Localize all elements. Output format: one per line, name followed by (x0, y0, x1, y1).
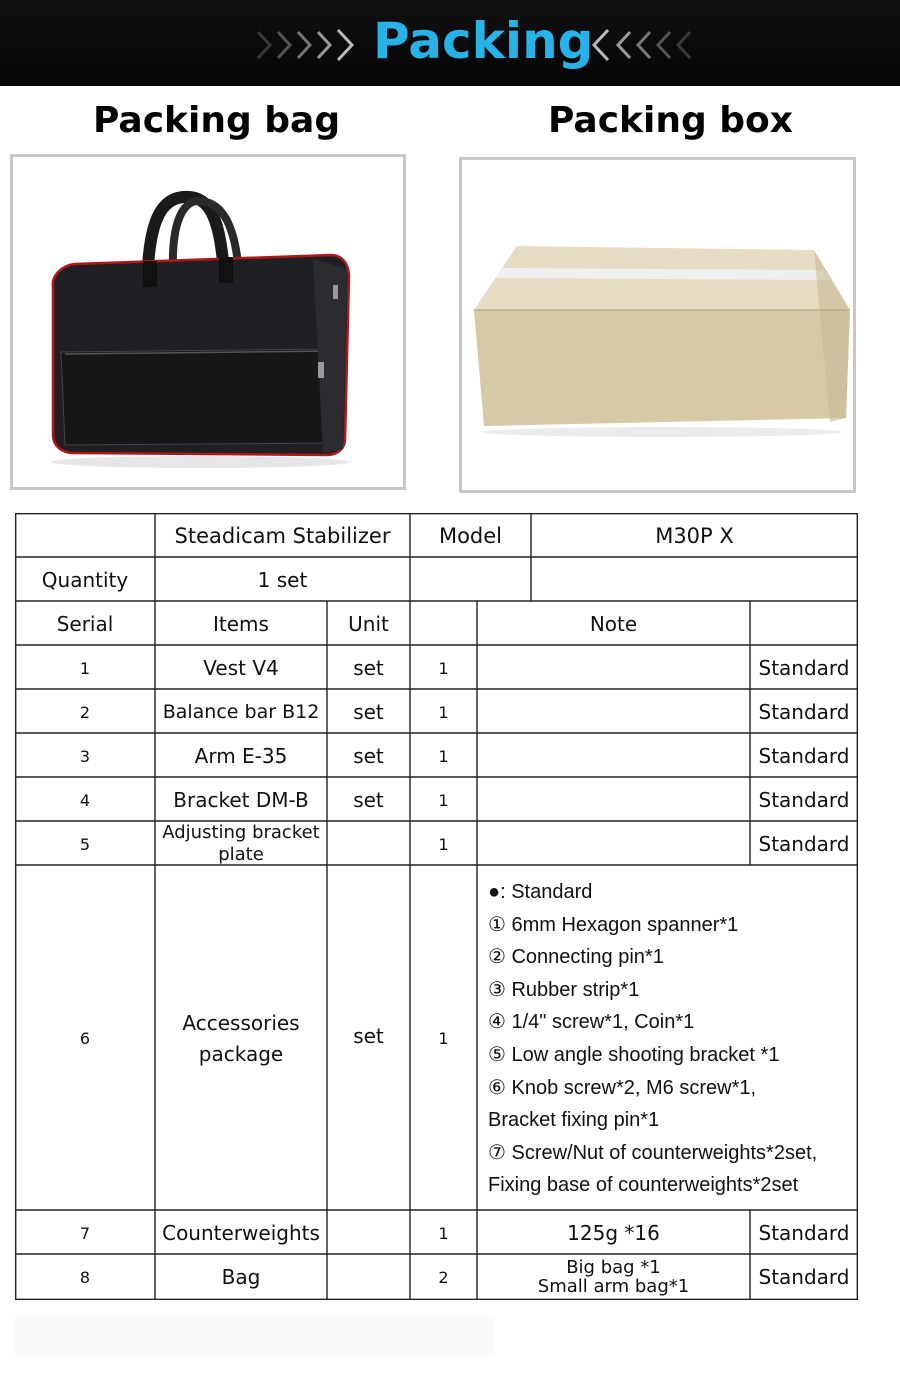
right-chevrons-icon (250, 22, 360, 68)
quantity-label: Quantity (41, 568, 129, 592)
row-note: 125g *16 (567, 1221, 660, 1245)
model-value: M30P X (655, 524, 734, 548)
row-status: Standard (758, 1221, 850, 1245)
row-item: Counterweights (162, 1221, 320, 1245)
accessory-note: ② Connecting pin*1 (488, 946, 664, 969)
row-serial: 4 (79, 790, 91, 810)
accessories-notes-list (488, 876, 858, 1202)
column-header-serial: Serial (56, 612, 114, 636)
row-qty: 1 (438, 746, 449, 766)
packing-bag-photo (10, 154, 406, 490)
row-qty: 1 (438, 834, 449, 854)
row-unit: set (353, 744, 384, 768)
row-serial: 8 (79, 1267, 91, 1287)
row-serial: 7 (79, 1223, 91, 1243)
accessory-note: Bracket fixing pin*1 (488, 1109, 660, 1132)
row-qty: 1 (438, 1223, 449, 1243)
footer-blank-strip (15, 1316, 495, 1356)
quantity-value: 1 set (257, 568, 308, 592)
column-header-items: Items (213, 612, 269, 636)
row-item: Bag (221, 1265, 261, 1289)
row-serial: 5 (79, 834, 91, 854)
packing-bag-label: Packing bag (93, 100, 341, 141)
packing-box-photo (459, 157, 856, 493)
row-serial: 3 (79, 746, 91, 766)
row-qty: 2 (438, 1267, 449, 1287)
packing-banner (0, 0, 900, 86)
cardboard-box-icon (462, 160, 853, 490)
banner-title: Packing (373, 12, 594, 70)
accessory-note: ⑤ Low angle shooting bracket *1 (488, 1043, 780, 1066)
product-name: Steadicam Stabilizer (174, 524, 391, 548)
row-serial: 6 (79, 1029, 91, 1048)
row-status: Standard (758, 656, 850, 680)
row-status: Standard (758, 788, 850, 812)
column-header-note: Note (589, 612, 638, 636)
row-unit: set (353, 656, 384, 680)
packing-box-label: Packing box (548, 100, 793, 141)
accessory-note: ④ 1/4" screw*1, Coin*1 (488, 1011, 695, 1034)
row-item: Balance bar B12 (162, 701, 320, 723)
accessory-note: ⑦ Screw/Nut of counterweights*2set, (488, 1141, 818, 1164)
row-status: Standard (758, 744, 850, 768)
accessory-note: ⑥ Knob screw*2, M6 screw*1, (488, 1076, 757, 1099)
row-note: Big bag *1 Small arm bag*1 (537, 1257, 690, 1297)
row-qty: 1 (438, 1029, 449, 1048)
accessory-note: Fixing base of counterweights*2set (488, 1174, 799, 1197)
row-status: Standard (758, 700, 850, 724)
row-item: Bracket DM-B (173, 788, 309, 812)
row-serial: 1 (79, 658, 91, 678)
row-item: Vest V4 (203, 656, 279, 680)
row-unit: set (353, 700, 384, 724)
row-qty: 1 (438, 702, 449, 722)
row-item: Adjusting bracket plate (162, 822, 320, 865)
accessory-note: ③ Rubber strip*1 (488, 978, 640, 1001)
row-status: Standard (758, 1265, 850, 1289)
row-item: Accessories package (182, 1010, 300, 1066)
row-unit: set (353, 1024, 384, 1048)
row-qty: 1 (438, 790, 449, 810)
left-chevrons-icon (586, 22, 706, 68)
model-label: Model (438, 524, 503, 548)
row-qty: 1 (438, 658, 449, 678)
row-status: Standard (758, 832, 850, 856)
black-travel-bag-icon (13, 157, 403, 487)
accessory-note: ●: Standard (488, 881, 593, 903)
row-unit: set (353, 788, 384, 812)
column-header-unit: Unit (348, 612, 389, 636)
accessory-note: ① 6mm Hexagon spanner*1 (488, 913, 739, 936)
row-serial: 2 (79, 702, 91, 722)
row-item: Arm E-35 (194, 744, 288, 768)
